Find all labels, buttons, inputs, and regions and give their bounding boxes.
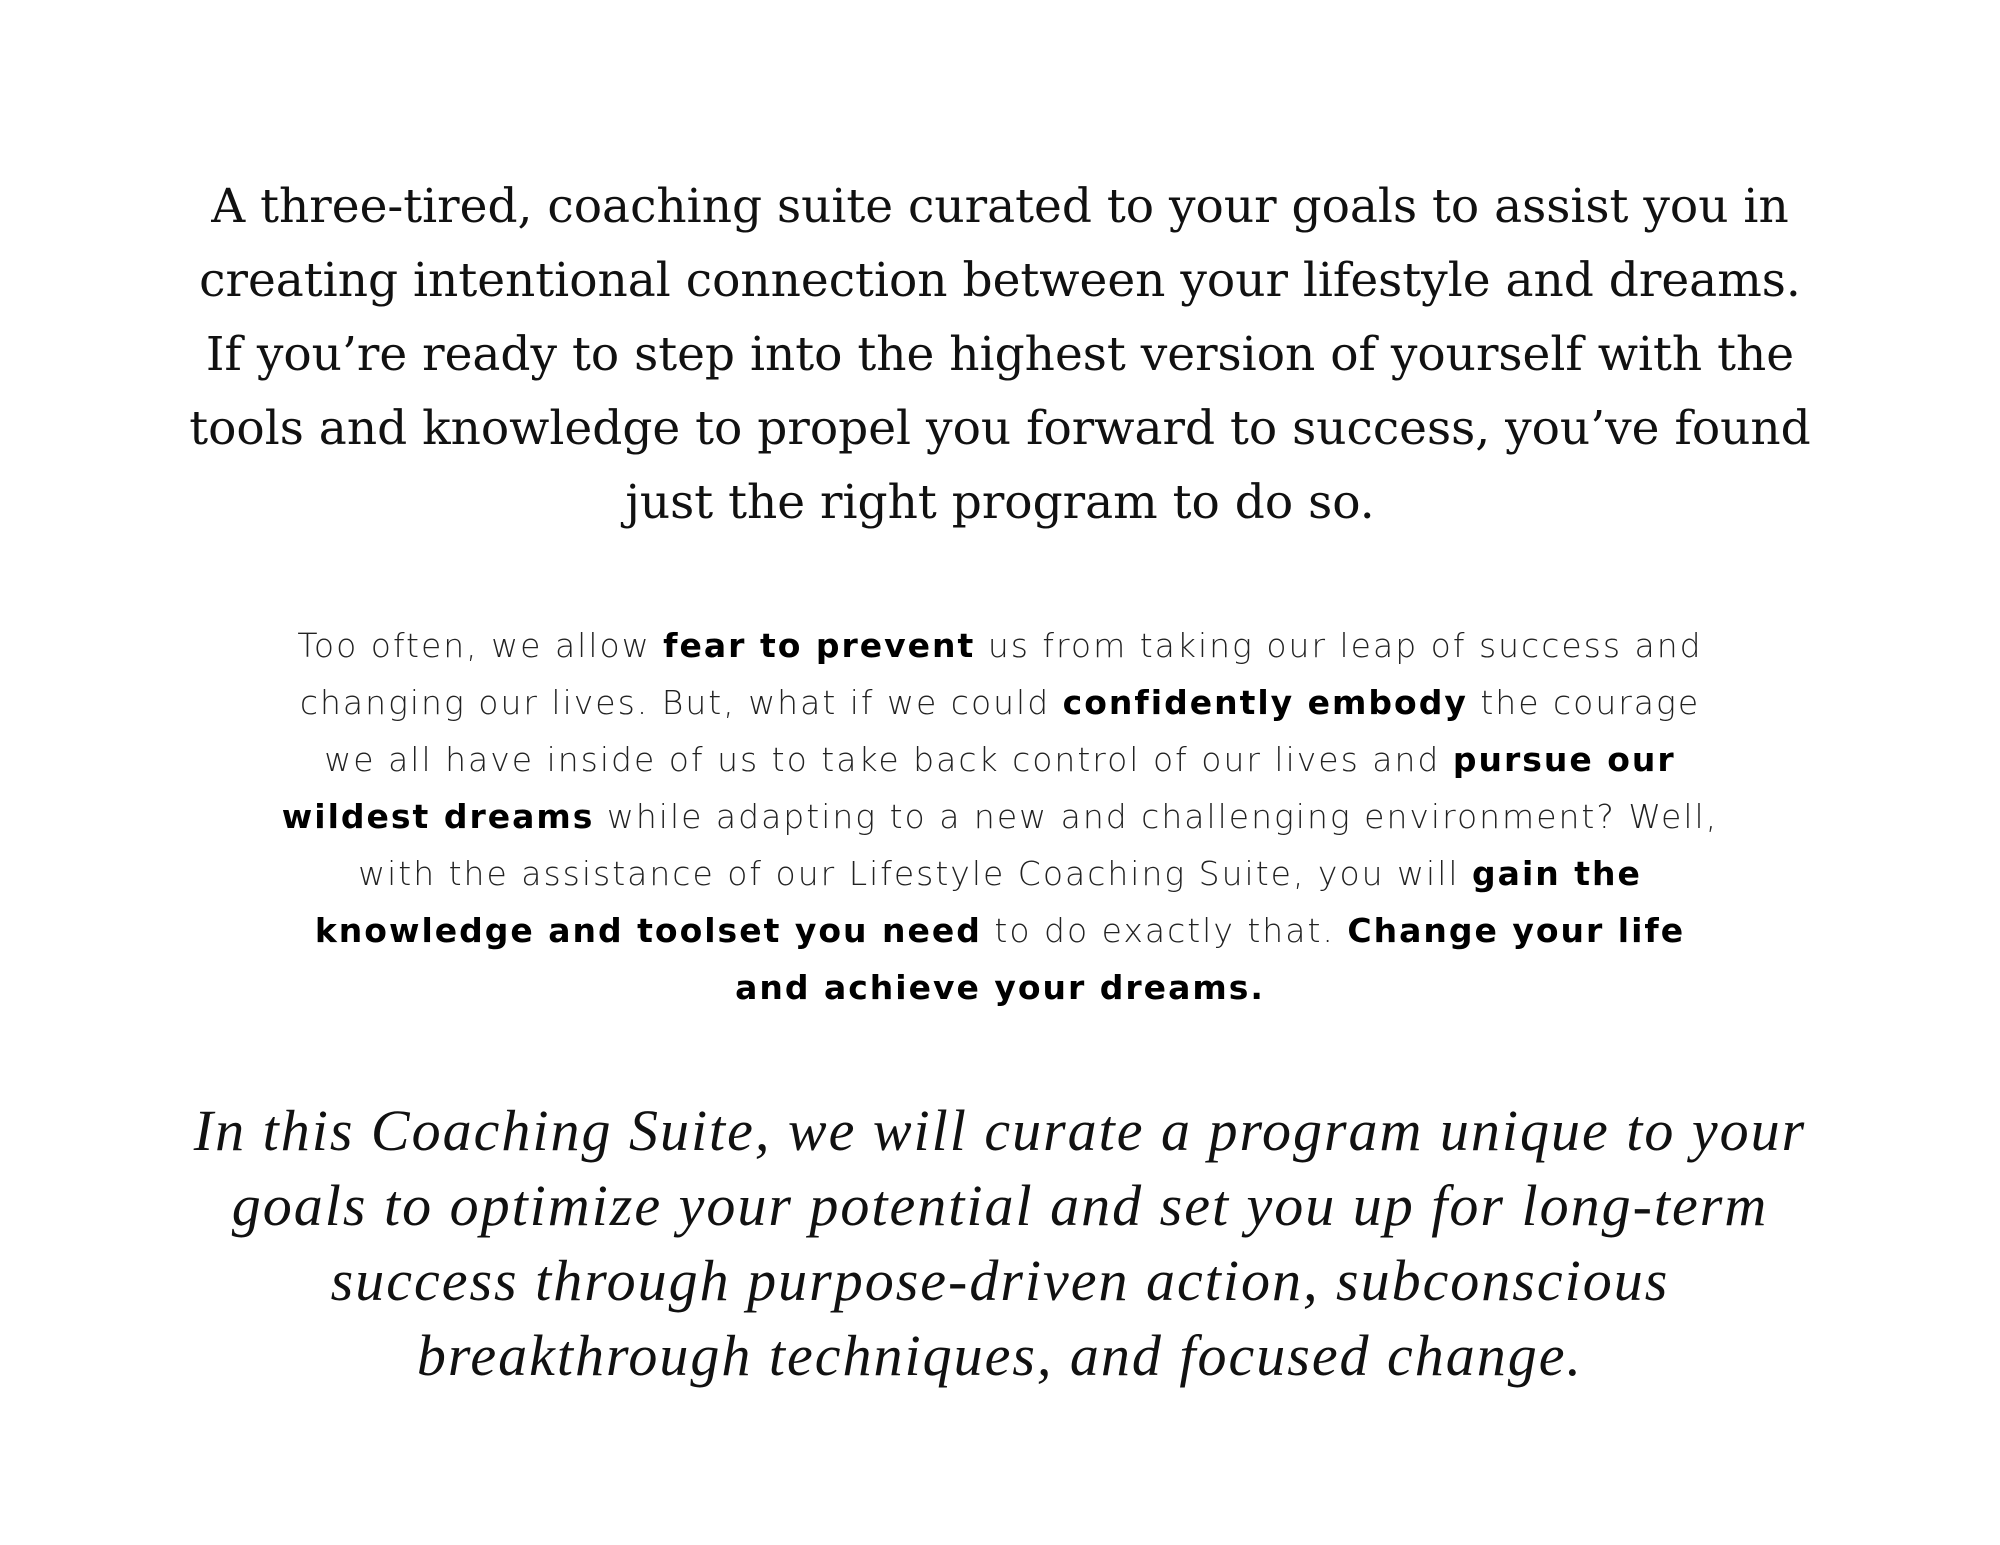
body-text-segment: while adapting to a new and challenging environment? Well, with the assistance of our Lifestyle Coaching Suite, you will	[358, 797, 1719, 893]
emphasis-pursue-dreams: pursue our wildest dreams	[281, 740, 1676, 836]
emphasis-change-your-life: Change your life and achieve your dreams.	[735, 911, 1686, 1007]
emphasis-fear-to-prevent: fear to prevent	[663, 626, 976, 665]
emphasis-gain-knowledge: gain the knowledge and toolset you need	[314, 854, 1642, 950]
body-text-segment: to do exactly that.	[981, 911, 1348, 950]
body-text-segment: us from taking our leap of success and changing our lives. But, what if we could	[299, 626, 1703, 722]
closing-statement: In this Coaching Suite, we will curate a program unique to your goals to optimize your potential and set you up for long-term success through purpose-driven action, subconscious breakthrough techniques, and focused change.	[193, 1098, 1807, 1388]
body-text-segment: the courage we all have inside of us to take back control of our lives and	[324, 683, 1701, 779]
intro-paragraph: A three-tired, coaching suite curated to your goals to assist you in creating intentional connection between your lifestyle and dreams. If you’re ready to step into the highest version of yourself with the tools and knowledge to propel you forward to success, you’ve found just the right program to do so.	[189, 179, 1811, 530]
body-text-segment: Too often, we allow	[297, 626, 664, 665]
emphasis-confidently-embody: confidently embody	[1062, 683, 1468, 722]
body-paragraph	[275, 617, 1725, 1016]
